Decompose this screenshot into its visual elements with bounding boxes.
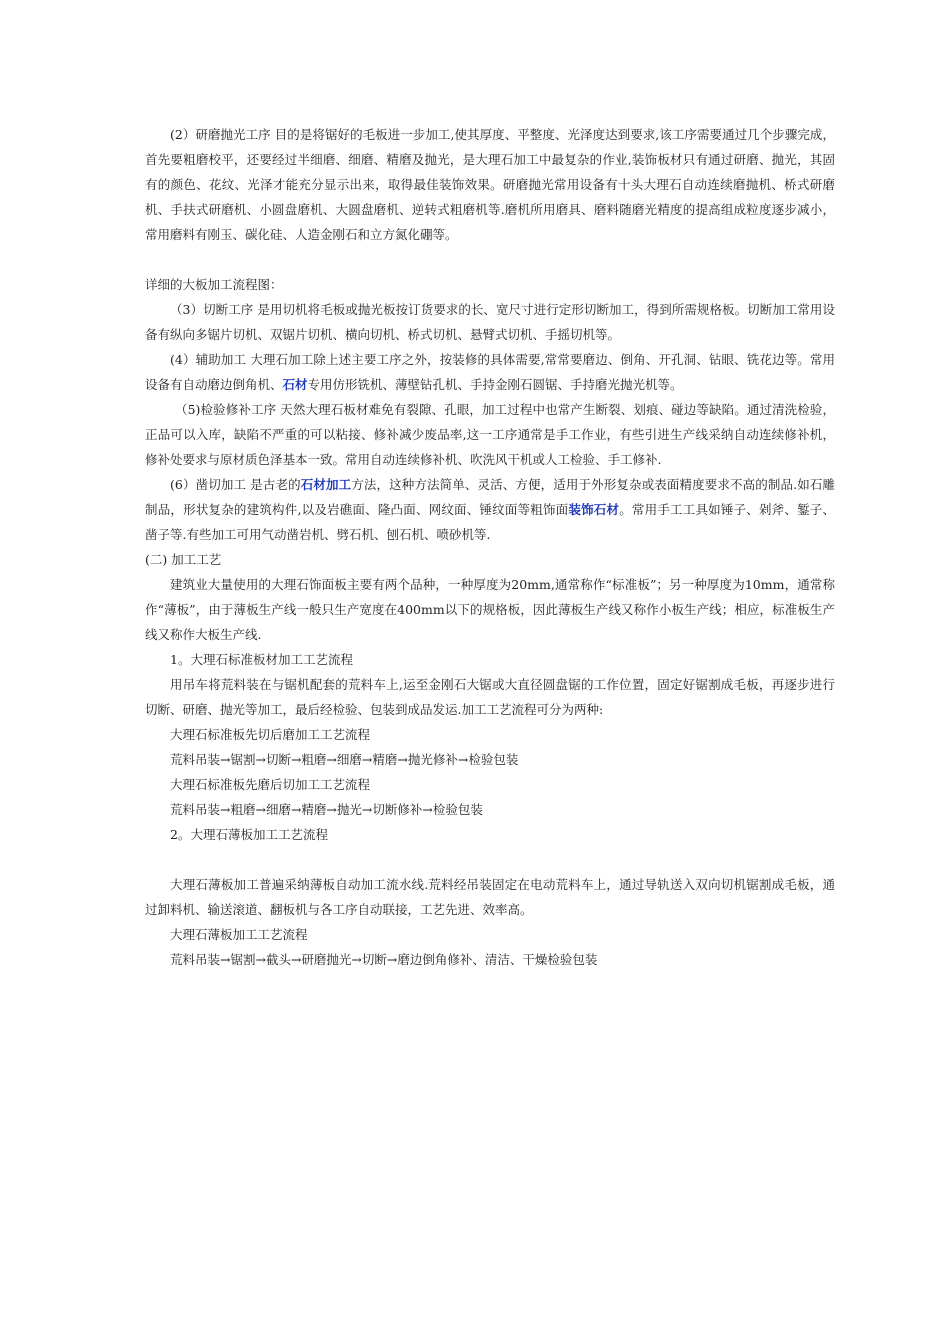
section-heading-process: (二) 加工工艺: [145, 552, 222, 567]
subheading-thin-panel-flow: 大理石薄板加工工艺流程: [170, 927, 308, 942]
paragraph-cutting: （3）切断工序 是用切机将毛板或抛光板按订货要求的长、宽尺寸进行定形切断加工，得到所需规格板。切断加工常用设备有纵向多锯片切机、双锯片切机、横向切机、桥式切机、悬臂式切机、手摇切机等。: [145, 302, 835, 342]
paragraph-auxiliary: [145, 347, 835, 397]
link-decorative-stone[interactable]: 装饰石材: [568, 502, 620, 517]
text-segment: 专用仿形铣机、薄壁钻孔机、手持金刚石圆锯、手持磨光抛光机等。: [307, 377, 683, 392]
text-segment: 。常用手工工具如锤子、剁斧、錾子、凿子等.有些加工可用气动凿岩机、劈石机、刨石机、喷砂机等.: [145, 502, 835, 542]
paragraph-panel-types: 建筑业大量使用的大理石饰面板主要有两个品种，一种厚度为20mm,通常称作“标准板”；另一种厚度为10mm，通常称作“薄板”，由于薄板生产线一般只生产宽度在400mm以下的规格板，因此薄板生产线又称作小板生产线；相应，标准板生产线又称作大板生产线.: [145, 577, 835, 642]
text-segment: (6）凿切加工 是古老的: [170, 477, 301, 492]
link-stone-processing[interactable]: 石材加工: [300, 477, 352, 492]
blank-line: [145, 247, 835, 272]
paragraph-grinding-polishing: (2）研磨抛光工序 目的是将锯好的毛板进一步加工,使其厚度、平整度、光泽度达到要求,该工序需要通过几个步骤完成，首先要粗磨校平，还要经过半细磨、细磨、精磨及抛光，是大理石加工中最复杂的作业,装饰板材只有通过研磨、抛光，其固有的颜色、花纹、光泽才能充分显示出来，取得最佳装饰效果。研磨抛光常用设备有十头大理石自动连续磨抛机、桥式研磨机、手扶式研磨机、小圆盘磨机、大圆盘磨机、逆转式粗磨机等.磨机所用磨具、磨料随磨光精度的提高组成粒度逐步减小，常用磨料有刚玉、碳化硅、人造金刚石和立方氮化硼等。: [145, 127, 835, 242]
paragraph-flow-chart-heading: 详细的大板加工流程图：: [145, 277, 283, 292]
subheading-cut-then-grind: 大理石标准板先切后磨加工工艺流程: [170, 727, 371, 742]
paragraph-standard-process: 用吊车将荒料装在与锯机配套的荒料车上,运至金刚石大锯或大直径圆盘锯的工作位置，固定好锯割成毛板，再逐步进行切断、研磨、抛光等加工，最后经检验、包装到成品发运.加工工艺流程可分为两种:: [145, 677, 835, 717]
flow-cut-then-grind: 荒料吊装→锯割→切断→粗磨→细磨→精磨→抛光修补→检验包装: [170, 752, 519, 767]
flow-grind-then-cut: 荒料吊装→粗磨→细磨→精磨→抛光→切断修补→检验包装: [170, 802, 483, 817]
link-stone[interactable]: 石材: [282, 377, 308, 392]
text-segment: (4）辅助加工 大理石加工除上述主要工序之外，按装修的具体需要,常常要磨边、倒角、开孔洞、钻眼、铣花边等。常用设备有自动磨边倒角机、: [145, 352, 835, 392]
subheading-grind-then-cut: 大理石标准板先磨后切加工工艺流程: [170, 777, 371, 792]
document-body: [145, 122, 835, 972]
subheading-standard-panel: 1。大理石标准板材加工工艺流程: [170, 652, 353, 667]
blank-line: [145, 847, 835, 872]
subheading-thin-panel: 2。大理石薄板加工工艺流程: [170, 827, 328, 842]
flow-thin-panel: 荒料吊装→锯割→截头→研磨抛光→切断→磨边倒角修补、清洁、干燥检验包装: [170, 952, 598, 967]
paragraph-chiseling: [145, 472, 835, 547]
paragraph-inspection: （5)检验修补工序 天然大理石板材难免有裂隙、孔眼，加工过程中也常产生断裂、划痕、碰边等缺陷。通过清洗检验，正品可以入库，缺陷不严重的可以粘接、修补减少废品率,这一工序通常是手工作业，有些引进生产线采纳自动连续修补机，修补处要求与原材质色泽基本一致。常用自动连续修补机、吹洗风干机或人工检验、手工修补.: [145, 402, 835, 467]
paragraph-thin-panel-line: 大理石薄板加工普遍采纳薄板自动加工流水线.荒料经吊装固定在电动荒料车上，通过导轨送入双向切机锯割成毛板，通过卸料机、输送滚道、翻板机与各工序自动联接，工艺先进、效率高。: [145, 877, 835, 917]
text-segment: 方法，这种方法简单、灵活、方便，适用于外形复杂或表面精度要求不高的制品.如石雕制品，形状复杂的建筑构件,以及岩礁面、隆凸面、网纹面、锤纹面等粗饰面: [145, 477, 835, 517]
